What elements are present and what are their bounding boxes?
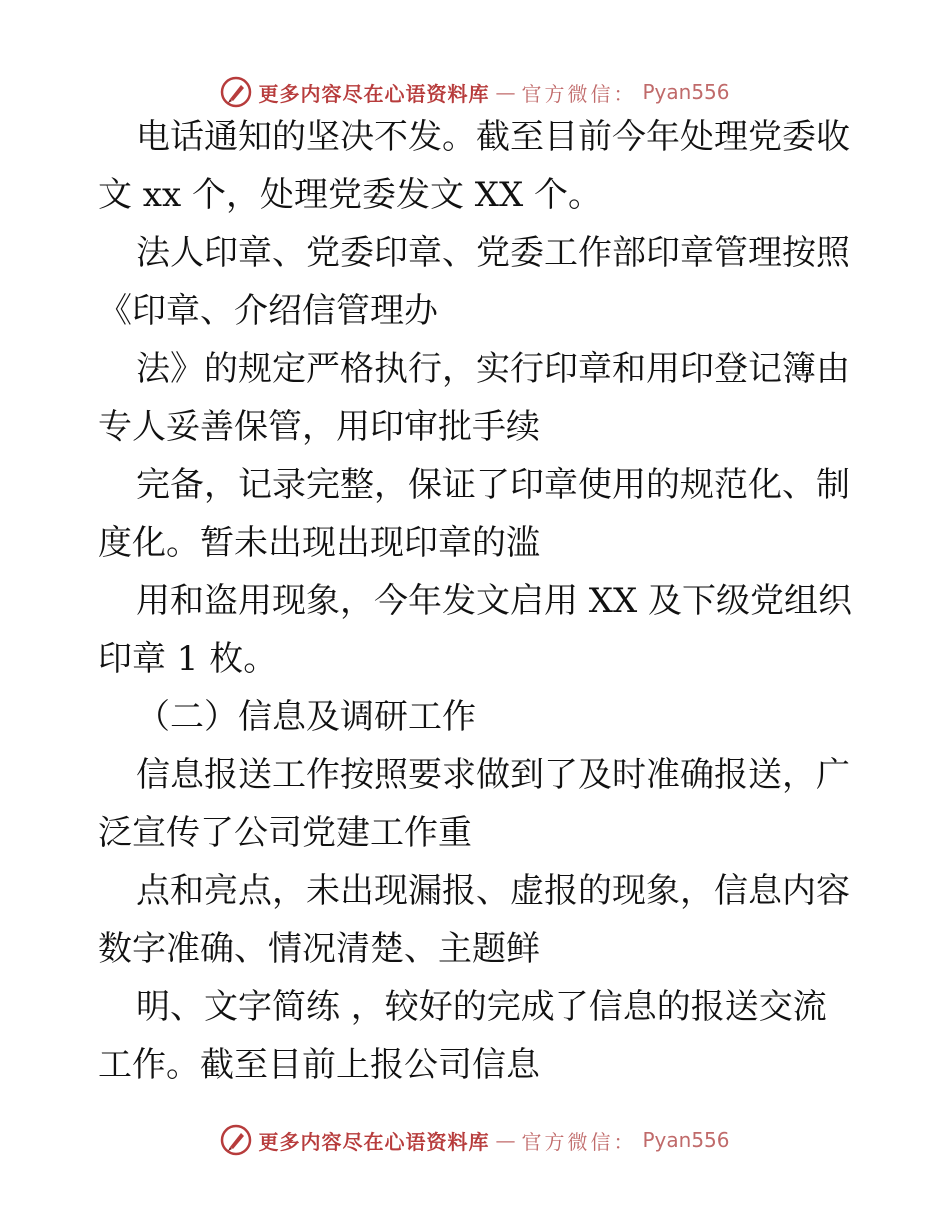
body-line: 法》的规定严格执行，实行印章和用印登记簿由 [136,349,850,389]
banner-separator: — [495,80,516,104]
body-line: 工作。截至目前上报公司信息 [98,1045,540,1085]
body-line: 专人妥善保管，用印审批手续 [98,407,540,447]
footer-watermark-banner [0,1120,950,1160]
body-line: 用和盗用现象，今年发文启用 XX 及下级党组织 [136,581,853,621]
body-line: 电话通知的坚决不发。截至目前今年处理党委收 [136,117,850,157]
banner-wechat-label: 官方微信： [521,81,637,106]
body-line: 数字准确、情况清楚、主题鲜 [98,929,540,969]
header-watermark-banner [0,72,950,112]
body-line: 信息报送工作按照要求做到了及时准确报送，广 [136,755,850,795]
body-line: 印章 1 枚。 [98,639,278,679]
body-line: 点和亮点，未出现漏报、虚报的现象，信息内容 [136,871,850,911]
banner-wechat-label: 官方微信： [521,1129,637,1154]
body-line: 完备，记录完整，保证了印章使用的规范化、制 [136,465,850,505]
body-line: 泛宣传了公司党建工作重 [98,813,472,853]
body-line: 法人印章、党委印章、党委工作部印章管理按照 [136,233,850,273]
pen-logo-icon [220,1124,252,1156]
body-line: 明、文字简练 ，较好的完成了信息的报送交流 [136,987,827,1027]
body-line: 度化。暂未出现出现印章的滥 [98,523,540,563]
banner-separator: — [495,1128,516,1152]
body-line: 文 xx 个，处理党委发文 XX 个。 [98,175,602,215]
pen-logo-icon [220,76,252,108]
body-line: 《印章、介绍信管理办 [98,291,438,331]
banner-main-text: 更多内容尽在心语资料库 [258,1129,490,1154]
section-heading: （二）信息及调研工作 [136,697,476,737]
banner-wechat-handle: Pyan556 [642,1128,730,1152]
banner-main-text: 更多内容尽在心语资料库 [258,81,490,106]
banner-wechat-handle: Pyan556 [642,80,730,104]
